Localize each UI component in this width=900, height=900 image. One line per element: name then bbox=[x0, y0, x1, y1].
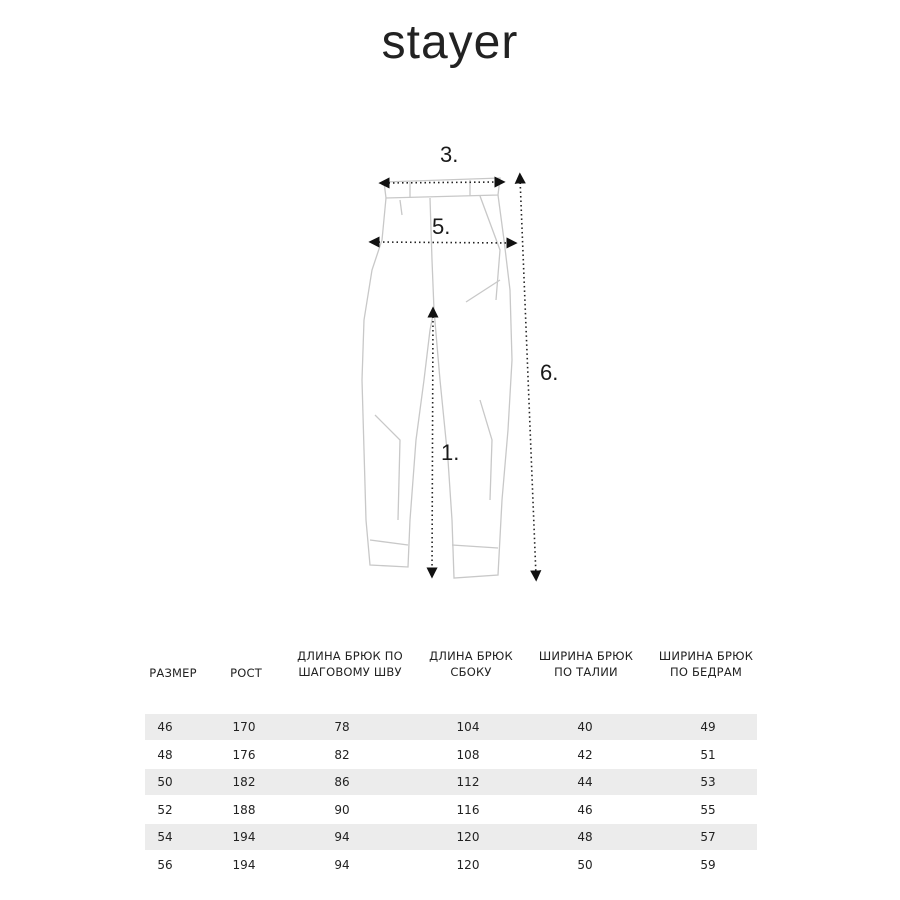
header-inseam-length: ДЛИНА БРЮК ПО ШАГОВОМУ ШВУ bbox=[297, 649, 403, 679]
table-cell: 90 bbox=[334, 803, 350, 817]
waist-arrow bbox=[384, 182, 500, 183]
table-cell: 116 bbox=[456, 803, 480, 817]
logo-wordmark: stayer bbox=[381, 16, 519, 69]
table-row bbox=[145, 824, 757, 850]
inseam-arrow bbox=[432, 312, 433, 573]
table-cell: 52 bbox=[157, 803, 173, 817]
table-cell: 57 bbox=[700, 830, 716, 844]
table-cell: 53 bbox=[700, 775, 716, 789]
label-waist: 3. bbox=[440, 142, 459, 167]
table-row bbox=[145, 852, 757, 878]
table-cell: 78 bbox=[334, 720, 350, 734]
header-size: РАЗМЕР bbox=[149, 666, 197, 680]
table-row bbox=[145, 797, 757, 823]
table-cell: 108 bbox=[456, 748, 480, 762]
table-cell: 48 bbox=[157, 748, 173, 762]
table-cell: 46 bbox=[577, 803, 593, 817]
table-row bbox=[145, 742, 757, 768]
hip-arrow bbox=[374, 242, 512, 243]
table-cell: 46 bbox=[157, 720, 173, 734]
label-outseam: 6. bbox=[540, 360, 559, 385]
table-cell: 120 bbox=[456, 858, 480, 872]
table-row bbox=[145, 769, 757, 795]
table-cell: 44 bbox=[577, 775, 593, 789]
table-cell: 56 bbox=[157, 858, 173, 872]
table-cell: 51 bbox=[700, 748, 716, 762]
label-hip: 5. bbox=[432, 214, 451, 239]
label-inseam: 1. bbox=[441, 440, 460, 465]
table-cell: 59 bbox=[700, 858, 716, 872]
table-cell: 86 bbox=[334, 775, 350, 789]
header-outseam-length: ДЛИНА БРЮК СБОКУ bbox=[429, 649, 513, 679]
table-cell: 94 bbox=[334, 830, 350, 844]
table-cell: 94 bbox=[334, 858, 350, 872]
table-cell: 194 bbox=[232, 830, 256, 844]
table-cell: 54 bbox=[157, 830, 173, 844]
table-cell: 170 bbox=[232, 720, 256, 734]
outseam-arrow bbox=[520, 178, 536, 576]
header-hip-width: ШИРИНА БРЮК ПО БЕДРАМ bbox=[658, 649, 754, 679]
table-cell: 50 bbox=[157, 775, 173, 789]
table-cell: 50 bbox=[577, 858, 593, 872]
table-cell: 42 bbox=[577, 748, 593, 762]
table-cell: 49 bbox=[700, 720, 716, 734]
header-waist-width: ШИРИНА БРЮК ПО ТАЛИИ bbox=[538, 649, 634, 679]
table-cell: 40 bbox=[577, 720, 593, 734]
table-cell: 194 bbox=[232, 858, 256, 872]
table-cell: 188 bbox=[232, 803, 256, 817]
table-cell: 112 bbox=[456, 775, 480, 789]
table-cell: 55 bbox=[700, 803, 716, 817]
table-cell: 48 bbox=[577, 830, 593, 844]
table-cell: 104 bbox=[456, 720, 480, 734]
table-cell: 182 bbox=[232, 775, 256, 789]
table-row bbox=[145, 714, 757, 740]
header-height: РОСТ bbox=[230, 666, 262, 680]
table-cell: 120 bbox=[456, 830, 480, 844]
table-cell: 82 bbox=[334, 748, 350, 762]
table-cell: 176 bbox=[232, 748, 256, 762]
